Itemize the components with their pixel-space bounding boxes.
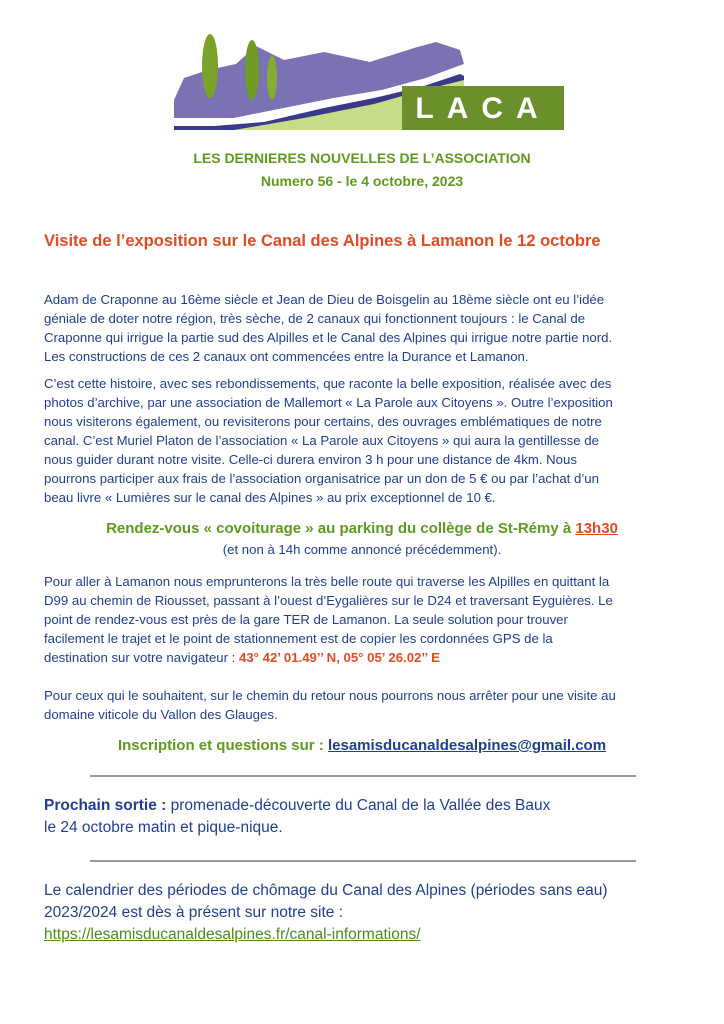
inscription-label: Inscription et questions sur :: [117, 737, 324, 754]
inscription-line: [0, 737, 724, 754]
canal-info-link[interactable]: https://lesamisducanaldesalpines.fr/canal-informations/: [44, 926, 421, 943]
divider: [90, 860, 636, 862]
text-line: Craponne qui irrigue la partie sud des Alpilles et le Canal des Alpines qui irrigue notre partie nord.: [44, 330, 613, 345]
text-line: canal. C’est Muriel Platon de l’association « La Parole aux Citoyens » qui aura la gentillesse de: [44, 433, 599, 448]
rendezvous-line: [0, 520, 724, 537]
text-line: nous visiterons également, ou revisiterons pour certains, des ouvrages emblématiques de notre: [44, 414, 602, 429]
issue-number: Numero 56 - le 4 octobre, 2023: [260, 173, 464, 189]
text-line: géniale de doter notre région, très sèche, de 2 canaux qui fonctionnent toujours : le Canal de: [44, 311, 586, 326]
text-line: photos d’archive, par une association de Mallemort « La Parole aux Citoyens ». Outre l’exposition: [44, 395, 613, 410]
rendezvous-note: (et non à 14h comme annoncé précédemment).: [222, 542, 502, 557]
text-line: domaine viticole du Vallon des Glauges.: [44, 707, 278, 722]
contact-email-link[interactable]: lesamisducanaldesalpines@gmail.com: [327, 737, 607, 754]
text-line: Pour ceux qui le souhaitent, sur le chemin du retour nous pourrons nous arrêter pour une visite au: [44, 688, 616, 703]
text-line: C’est cette histoire, avec ses rebondissements, que raconte la belle exposition, réalisée avec des: [44, 376, 612, 391]
laca-logo: [174, 26, 564, 130]
text-line: Pour aller à Lamanon nous emprunterons la très belle route qui traverse les Alpilles en quittant la: [44, 574, 610, 589]
paragraph-exposition: [44, 374, 684, 507]
calendar-text: Le calendrier des périodes de chômage du Canal des Alpines (périodes sans eau): [44, 882, 608, 899]
gps-coordinates: 43° 42’ 01.49’’ N, 05° 05’ 26.02’’ E: [239, 650, 440, 665]
text-line: D99 au chemin de Riousset, passant à l’ouest d’Eygalières sur le D24 et traversant Eyguières. Le: [44, 593, 613, 608]
gps-intro: destination sur votre navigateur :: [44, 650, 236, 665]
text-line: point de rendez-vous est près de la gare TER de Lamanon. La seule solution pour trouver: [44, 612, 568, 627]
next-outing-line: [44, 795, 550, 817]
text-line: pourrons participer aux frais de l’association organisatrice par un don de 5 € ou par l’achat d’un: [44, 471, 599, 486]
next-outing-text: promenade-découverte du Canal de la Vallée des Baux: [170, 797, 551, 814]
next-outing-label: Prochain sortie :: [44, 797, 167, 814]
text-line: Adam de Craponne au 16ème siècle et Jean de Dieu de Boisgelin au 18ème siècle ont eu l’idée: [44, 292, 605, 307]
logo-text: LACA: [415, 92, 551, 125]
text-line: beau livre « Lumières sur le canal des Alpines » au prix exceptionnel de 10 €.: [44, 490, 496, 505]
next-outing-date: le 24 octobre matin et pique-nique.: [44, 819, 283, 836]
divider: [90, 775, 636, 777]
article-title: Visite de l’exposition sur le Canal des Alpines à Lamanon le 12 octobre: [44, 232, 601, 250]
newsletter-heading: LES DERNIERES NOUVELLES DE L’ASSOCIATION: [193, 150, 531, 166]
calendar-notice: [44, 880, 608, 946]
text-line: nous guider durant notre visite. Celle-ci durera environ 3 h pour une distance de 4km. Nous: [44, 452, 577, 467]
text-line: facilement le trajet et le point de stationnement est de copier les cordonnées GPS de la: [44, 631, 553, 646]
text-line: [44, 648, 684, 667]
rendezvous-text: Rendez-vous « covoiturage » au parking du collège de St-Rémy à: [106, 520, 572, 537]
text-line: Les constructions de ces 2 canaux ont commencées entre la Durance et Lamanon.: [44, 349, 529, 364]
rendezvous-time: 13h30: [575, 520, 618, 537]
paragraph-history: [44, 290, 684, 366]
paragraph-return: [44, 686, 684, 724]
next-outing: [44, 795, 550, 839]
calendar-text: 2023/2024 est dès à présent sur notre site :: [44, 904, 343, 921]
paragraph-route: [44, 572, 684, 667]
